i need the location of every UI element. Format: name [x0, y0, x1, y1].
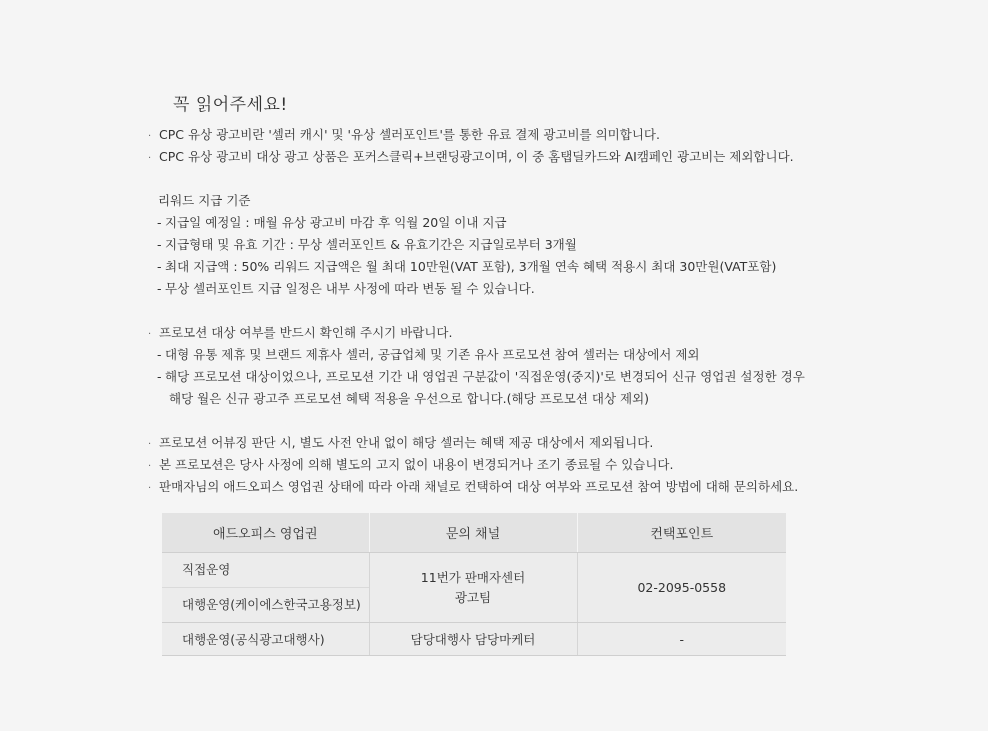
reward-item: - 무상 셀러포인트 지급 일정은 내부 사정에 따라 변동 될 수 있습니다.	[157, 281, 535, 296]
reward-item: - 지급형태 및 유효 기간 : 무상 셀러포인트 & 유효기간은 지급일로부터 3개월	[157, 237, 577, 252]
bullet-icon: ·	[148, 131, 152, 142]
channel-cell: 담당대행사 담당마케터	[369, 623, 577, 656]
sales-type: 대행운영(케이에스한국고용정보)	[162, 587, 369, 622]
channel-cell	[369, 553, 577, 623]
note-item: · CPC 유상 광고비란 '셀러 캐시' 및 '유상 셀러포인트'를 통한 유료 결제 광고비를 의미합니다.	[148, 124, 805, 146]
promo-item-continued: 해당 월은 신규 광고주 프로모션 혜택 적용을 우선으로 합니다.(해당 프로모션 대상 제외)	[169, 391, 650, 406]
reward-item: - 최대 지급액 : 50% 리워드 지급액은 월 최대 10만원(VAT 포함), 3개월 연속 혜택 적용시 최대 30만원(VAT포함)	[157, 259, 777, 274]
notice-list	[148, 124, 805, 498]
spacer	[148, 300, 805, 322]
sales-type-cell	[162, 553, 369, 623]
promo-item: - 대형 유통 제휴 및 브랜드 제휴사 셀러, 공급업체 및 기존 유사 프로모션 참여 셀러는 대상에서 제외	[157, 347, 700, 362]
bullet-icon: ·	[148, 329, 152, 340]
spacer	[148, 168, 805, 190]
table-row	[162, 553, 786, 623]
final-note: · 프로모션 어뷰징 판단 시, 별도 사전 안내 없이 해당 셀러는 혜택 제공 대상에서 제외됩니다.	[148, 432, 805, 454]
sales-type: 직접운영	[182, 562, 231, 577]
bullet-icon: ·	[148, 439, 152, 450]
table-header-row	[162, 513, 786, 553]
header-sales-right: 애드오피스 영업권	[162, 513, 369, 553]
sales-type: 대행운영(공식광고대행사)	[162, 623, 369, 656]
header-channel: 문의 채널	[369, 513, 577, 553]
bullet-icon: ·	[148, 483, 152, 494]
contact-table	[162, 513, 786, 656]
bullet-icon: ·	[148, 461, 152, 472]
channel-line: 광고팀	[454, 589, 492, 605]
channel-line: 11번가 판매자센터	[420, 569, 526, 585]
final-note: · 본 프로모션은 당사 사정에 의해 별도의 고지 없이 내용이 변경되거나 조기 종료될 수 있습니다.	[148, 454, 805, 476]
contact-cell: 02-2095-0558	[577, 553, 786, 623]
promo-item: - 해당 프로모션 대상이었으나, 프로모션 기간 내 영업권 구분값이 '직접운영(중지)'로 변경되어 신규 영업권 설정한 경우	[157, 369, 805, 384]
reward-item: - 지급일 예정일 : 매월 유상 광고비 마감 후 익월 20일 이내 지급	[157, 215, 507, 230]
note-item: · CPC 유상 광고비 대상 광고 상품은 포커스클릭+브랜딩광고이며, 이 중 홈탭딜카드와 AI캠페인 광고비는 제외합니다.	[148, 146, 805, 168]
page-title: 꼭 읽어주세요!	[173, 95, 288, 115]
bullet-icon: ·	[148, 153, 152, 164]
contact-cell: -	[577, 623, 786, 656]
spacer	[148, 410, 805, 432]
final-note: · 판매자님의 애드오피스 영업권 상태에 따라 아래 채널로 컨택하여 대상 여부와 프로모션 참여 방법에 대해 문의하세요.	[148, 476, 805, 498]
table-row	[162, 623, 786, 656]
header-contact: 컨택포인트	[577, 513, 786, 553]
promo-heading: · 프로모션 대상 여부를 반드시 확인해 주시기 바랍니다.	[148, 322, 805, 344]
reward-heading: 리워드 지급 기준	[158, 193, 251, 208]
